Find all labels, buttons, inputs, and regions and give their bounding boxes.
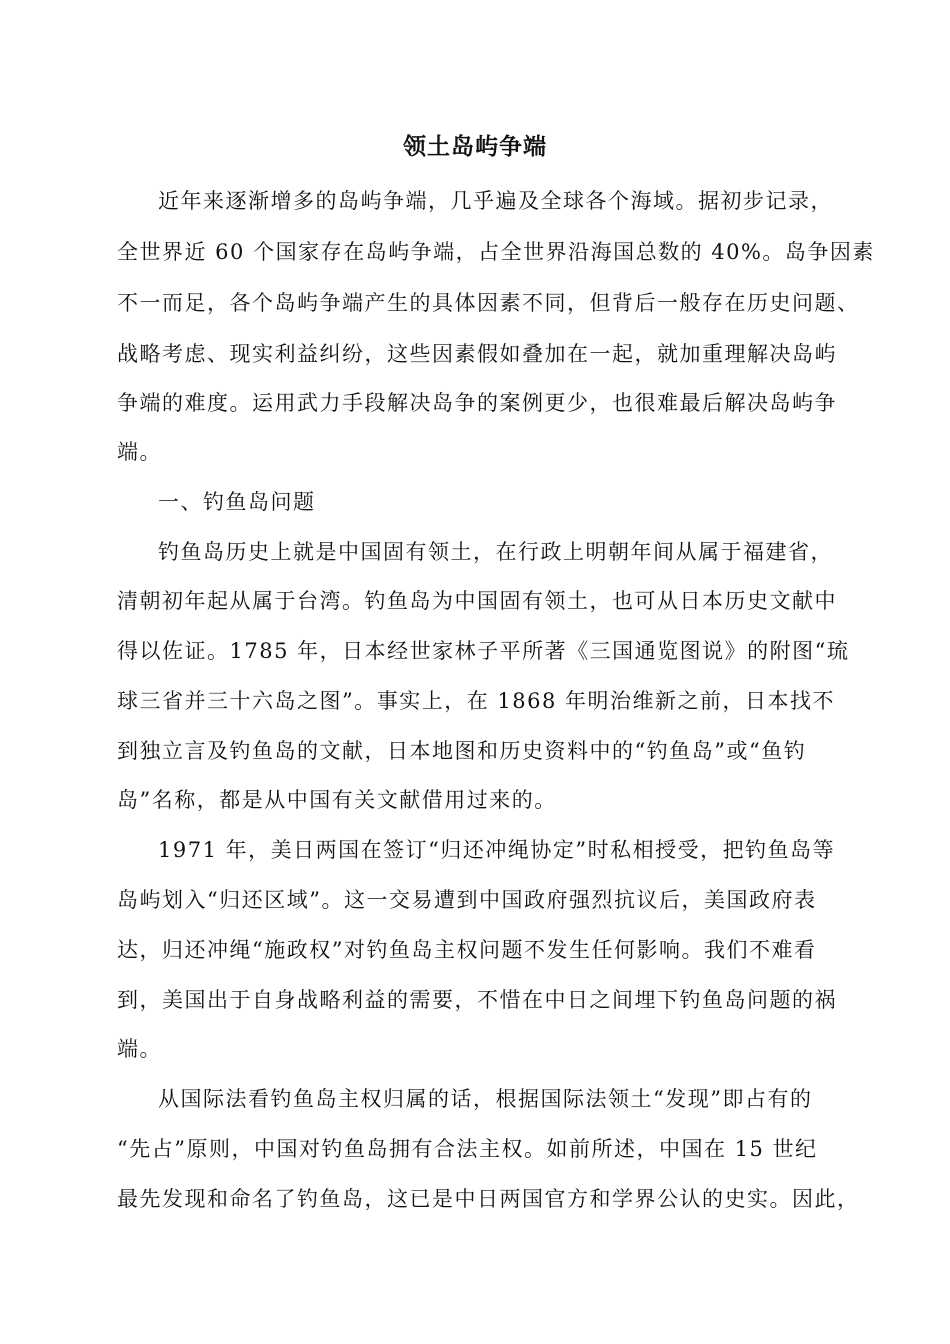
text-line: 球三省并三十六岛之图”。事实上，在 1868 年明治维新之前，日本找不 — [117, 689, 836, 713]
text-line: 最先发现和命名了钓鱼岛，这已是中日两国官方和学界公认的史实。因此， — [117, 1187, 860, 1211]
text-line: 到，美国出于自身战略利益的需要，不惜在中日之间埋下钓鱼岛问题的祸 — [117, 988, 837, 1012]
text-line: 清朝初年起从属于台湾。钓鱼岛为中国固有领土，也可从日本历史文献中 — [117, 589, 837, 613]
text-line: 1971 年，美日两国在签订“归还冲绳协定”时私相授受，把钓鱼岛等 — [158, 838, 836, 862]
text-line: 达，归还冲绳“施政权”对钓鱼岛主权问题不发生任何影响。我们不难看 — [117, 938, 817, 962]
text-line: 从国际法看钓鱼岛主权归属的话，根据国际法领土“发现”即占有的 — [158, 1087, 813, 1111]
text-line: 争端的难度。运用武力手段解决岛争的案例更少，也很难最后解决岛屿争 — [117, 391, 837, 415]
text-line: 战略考虑、现实利益纠纷，这些因素假如叠加在一起，就加重理解决岛屿 — [117, 342, 837, 366]
text-line: 钓鱼岛历史上就是中国固有领土，在行政上明朝年间从属于福建省， — [158, 540, 833, 564]
text-line: 全世界近 60 个国家存在岛屿争端，占全世界沿海国总数的 40%。岛争因素 — [117, 240, 875, 264]
text-line: 端。 — [117, 1037, 162, 1061]
text-line: 得以佐证。1785 年，日本经世家林子平所著《三国通览图说》的附图“琉 — [117, 639, 850, 663]
text-line: 岛”名称，都是从中国有关文献借用过来的。 — [117, 788, 557, 812]
text-line: “先占”原则，中国对钓鱼岛拥有合法主权。如前所述，中国在 15 世纪 — [117, 1137, 818, 1161]
page-title: 领土岛屿争端 — [403, 133, 547, 160]
text-line: 到独立言及钓鱼岛的文献，日本地图和历史资料中的“钓鱼岛”或“鱼钓 — [117, 739, 807, 763]
text-line: 端。 — [117, 440, 162, 464]
text-line: 岛屿划入“归还区域”。这一交易遭到中国政府强烈抗议后，美国政府表 — [117, 888, 817, 912]
text-line: 不一而足，各个岛屿争端产生的具体因素不同，但背后一般存在历史问题、 — [117, 291, 860, 315]
text-line: 近年来逐渐增多的岛屿争端，几乎遍及全球各个海域。据初步记录， — [158, 189, 833, 213]
section-heading: 一、钓鱼岛问题 — [158, 490, 316, 514]
